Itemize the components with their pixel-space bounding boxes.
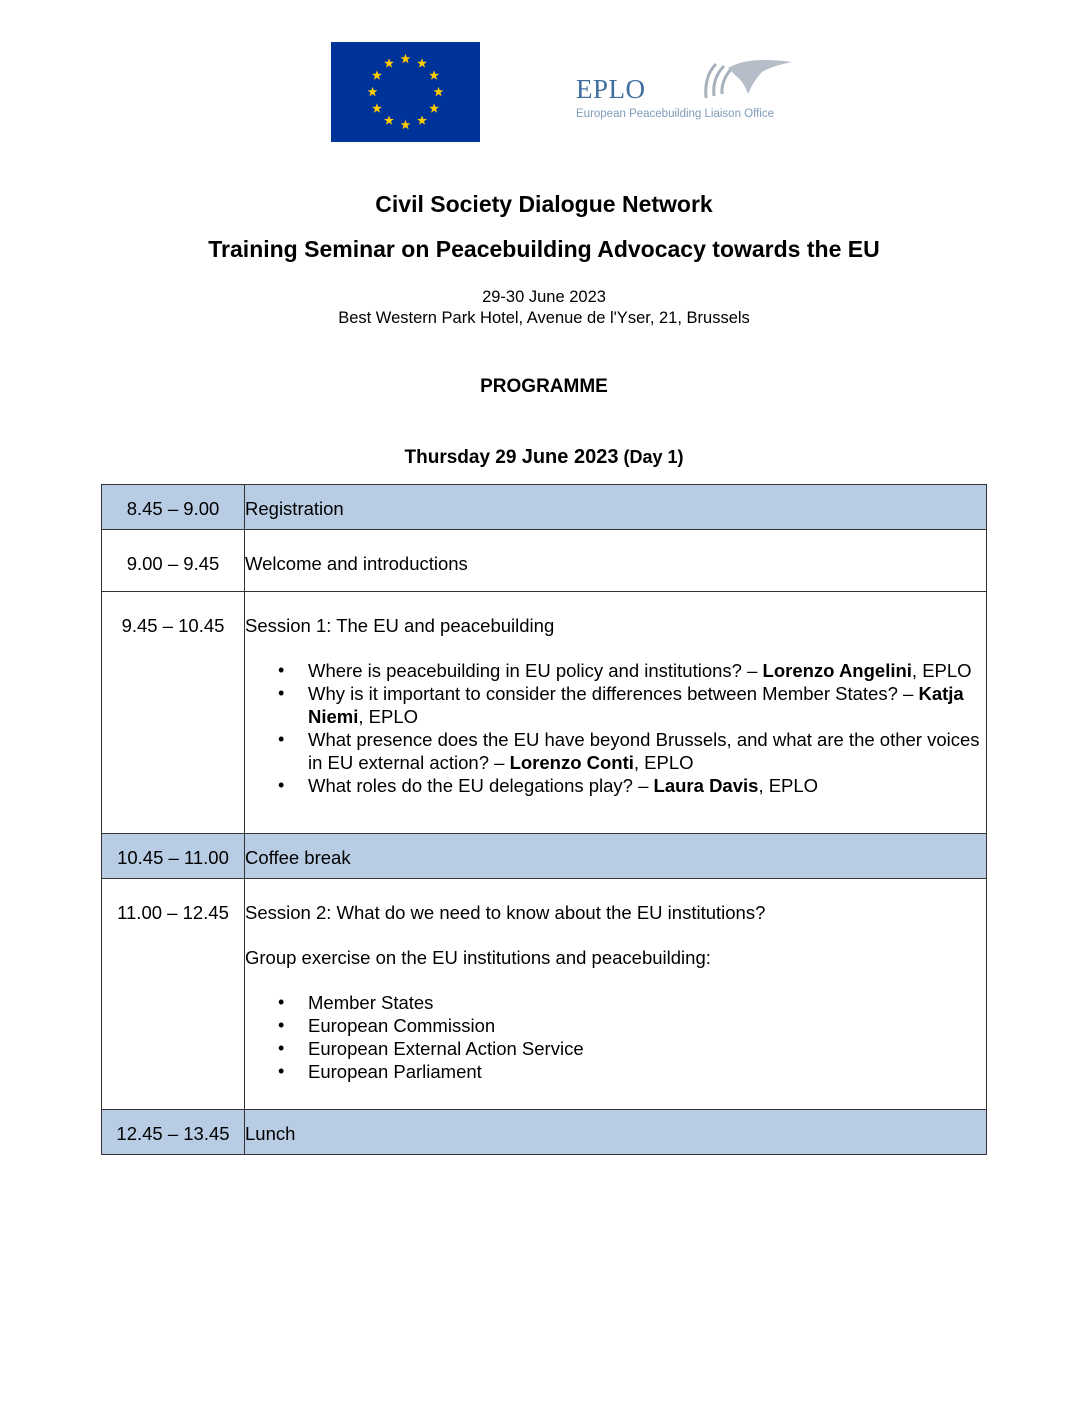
schedule-row — [102, 485, 987, 530]
programme-heading: PROGRAMME — [480, 376, 608, 397]
eplo-logo — [572, 54, 787, 126]
time-slot: 10.45 – 11.00 — [117, 847, 229, 868]
speaker-name: Laura Davis — [653, 775, 759, 796]
list-item: • What presence does the EU have beyond Brussels, and what are the other voices in EU external action? – Lorenzo Conti, EPLO — [308, 728, 986, 774]
schedule-row — [102, 879, 987, 1110]
eplo-bird-icon — [644, 54, 794, 106]
schedule-row — [102, 592, 987, 834]
activity: Session 1: The EU and peacebuilding — [245, 615, 555, 636]
document-subtitle: Training Seminar on Peacebuilding Advocacy towards the EU — [208, 236, 880, 262]
time-slot: 9.45 – 10.45 — [121, 615, 225, 636]
activity: Welcome and introductions — [245, 553, 468, 574]
list-item: • Member States — [308, 991, 986, 1014]
activity-description: Group exercise on the EU institutions and peacebuilding: — [245, 947, 711, 968]
speaker-name: Katja Niemi — [308, 683, 964, 727]
time-slot: 9.00 – 9.45 — [126, 553, 220, 574]
list-item: • What roles do the EU delegations play? – Laura Davis, EPLO — [308, 774, 986, 797]
event-dates: 29-30 June 2023 — [482, 288, 606, 306]
activity: Coffee break — [245, 847, 351, 868]
event-venue: Best Western Park Hotel, Avenue de l'Yser, 21, Brussels — [338, 309, 750, 327]
speaker-name: Lorenzo Angelini — [762, 660, 912, 681]
schedule-row — [102, 1110, 987, 1155]
document-title: Civil Society Dialogue Network — [375, 191, 713, 217]
list-item: • European Parliament — [308, 1060, 986, 1083]
time-slot: 8.45 – 9.00 — [126, 498, 220, 519]
list-item: • Why is it important to consider the differences between Member States? – Katja Niemi, EPLO — [308, 682, 986, 728]
activity: Registration — [245, 498, 344, 519]
session-1-topics — [245, 659, 986, 797]
list-item: • European External Action Service — [308, 1037, 986, 1060]
activity: Session 2: What do we need to know about the EU institutions? — [245, 902, 766, 923]
list-item: • Where is peacebuilding in EU policy and institutions? – Lorenzo Angelini, EPLO — [308, 659, 986, 682]
eplo-logo-text: EPLO — [576, 74, 646, 104]
speaker-name: Lorenzo Conti — [509, 752, 634, 773]
eu-flag-logo — [331, 42, 480, 142]
list-item: • European Commission — [308, 1014, 986, 1037]
time-slot: 12.45 – 13.45 — [116, 1123, 230, 1144]
day-heading: Thursday 29 June 2023 (Day 1) — [404, 446, 684, 468]
session-2-institutions — [245, 991, 986, 1083]
eplo-logo-subtitle: European Peacebuilding Liaison Office — [576, 108, 774, 120]
schedule-table — [101, 484, 987, 1155]
time-slot: 11.00 – 12.45 — [117, 902, 229, 923]
schedule-row — [102, 834, 987, 879]
activity: Lunch — [245, 1123, 296, 1144]
schedule-row — [102, 530, 987, 592]
